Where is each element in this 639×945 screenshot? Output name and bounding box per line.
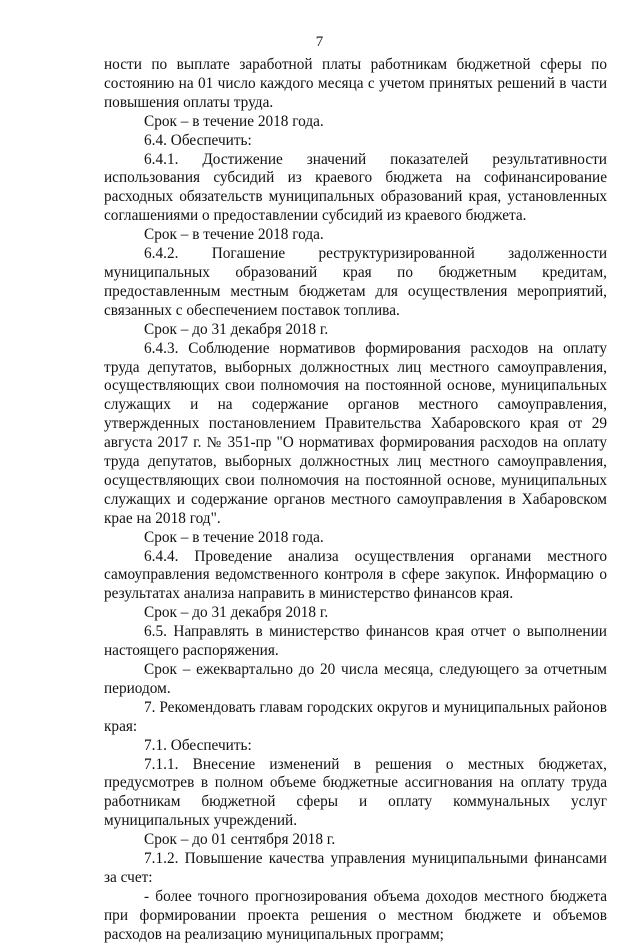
paragraph-list-item: - более точного прогнозирования объема доходов местного бюджета при формировании проекта решения о местном бюджете и объемов расходов на реализацию муниципальных программ; xyxy=(104,887,607,943)
paragraph-item-7: 7. Рекомендовать главам городских округов и муниципальных районов края: xyxy=(104,698,607,735)
paragraph-deadline: Срок – до 31 декабря 2018 г. xyxy=(144,604,329,622)
paragraph-item-6-4: 6.4. Обеспечить: xyxy=(144,131,252,149)
paragraph-item-7-1-2: 7.1.2. Повышение качества управления муниципальными финансами за счет: xyxy=(104,850,607,886)
paragraph-deadline: Срок – в течение 2018 года. xyxy=(144,226,324,244)
paragraph-item-7-1: 7.1. Обеспечить: xyxy=(144,736,252,754)
paragraph-item-6-4-3: 6.4.3. Соблюдение нормативов формирования расходов на оплату труда депутатов, выборных должностных лиц местного самоуправления, осуществляющих свои полномочия на постоянной основе, муниципальных служащих и на содержание органов местного самоуправления, утвержденных постановлением Правительства Хабаровского края от 29 августа 2017 г. № 351-пр "О нормативах формирования расходов на оплату труда депутатов, выборных должностных лиц местного самоуправления, осуществляющих свои полномочия на постоянной основе, муниципальных служащих и содержание органов местного самоуправления в Хабаровском крае на 2018 год". xyxy=(104,339,607,527)
paragraph-item-6-4-1: 6.4.1. Достижение значений показателей результативности использования субсидий из краевого бюджета на софинансирование расходных обязательств муниципальных образований края, установленных соглашениями о предоставлении субсидий из краевого бюджета. xyxy=(104,150,607,225)
paragraph-deadline: Срок – ежеквартально до 20 числа месяца, следующего за отчетным периодом. xyxy=(104,661,607,697)
paragraph-deadline: Срок – в течение 2018 года. xyxy=(144,112,324,130)
document-body xyxy=(104,56,607,945)
paragraph-item-6-5: 6.5. Направлять в министерство финансов края отчет о выполнении настоящего распоряжения. xyxy=(104,623,607,660)
paragraph-deadline: Срок – до 31 декабря 2018 г. xyxy=(144,320,329,338)
paragraph-item-6-4-2: 6.4.2. Погашение реструктуризированной задолженности муниципальных образований края по бюджетным кредитам, предоставленным местным бюджетам для осуществления мероприятий, связанных с обеспечением поставок топлива. xyxy=(104,245,607,319)
paragraph-deadline: Срок – в течение 2018 года. xyxy=(144,528,324,546)
paragraph-continuation: ности по выплате заработной платы работникам бюджетной сферы по состоянию на 01 число каждого месяца с учетом принятых решений в части повышения оплаты труда. xyxy=(104,56,607,111)
paragraph-deadline: Срок – до 01 сентября 2018 г. xyxy=(144,831,336,849)
paragraph-item-6-4-4: 6.4.4. Проведение анализа осуществления органами местного самоуправления ведомственного контроля в сфере закупок. Информацию о результатах анализа направить в министерство финансов края. xyxy=(104,547,607,603)
page-number: 7 xyxy=(315,34,324,50)
paragraph-item-7-1-1: 7.1.1. Внесение изменений в решения о местных бюджетах, предусмотрев в полном объеме бюджетные ассигнования на оплату труда работникам бюджетной сферы и оплату коммунальных услуг муниципальных учреждений. xyxy=(104,755,607,830)
